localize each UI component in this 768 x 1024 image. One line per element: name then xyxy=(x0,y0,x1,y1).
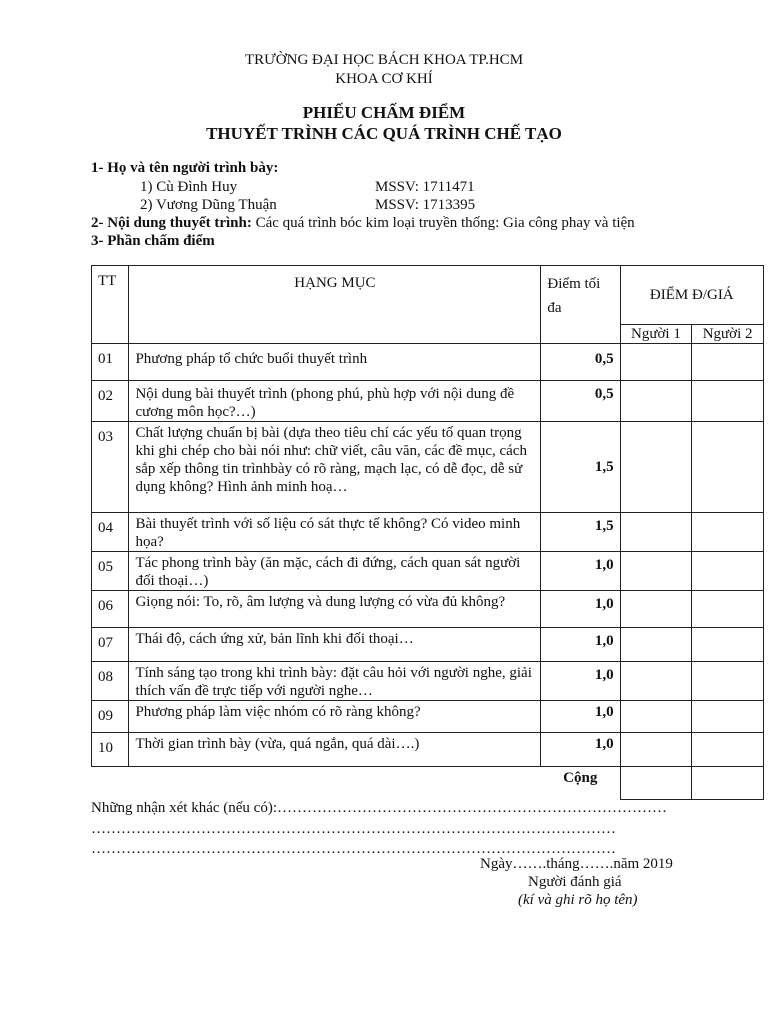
row-max: 1,5 xyxy=(541,513,620,552)
header-person-1: Người 1 xyxy=(620,325,692,344)
total-row xyxy=(92,767,764,800)
table-row xyxy=(92,381,764,422)
row-item: Thời gian trình bày (vừa, quá ngắn, quá dài….) xyxy=(129,733,541,767)
table-row xyxy=(92,344,764,381)
presenter-1-name: 1) Cù Đình Huy xyxy=(140,179,238,195)
row-tt: 08 xyxy=(92,662,129,701)
table-row xyxy=(92,628,764,662)
table-row xyxy=(92,591,764,628)
row-tt: 09 xyxy=(92,701,129,733)
header-score: ĐIỂM Đ/GIÁ xyxy=(620,266,763,325)
total-cell-1[interactable] xyxy=(620,767,692,800)
row-tt: 10 xyxy=(92,733,129,767)
form-title: PHIẾU CHẤM ĐIỂM xyxy=(302,103,466,122)
row-max: 1,0 xyxy=(541,628,620,662)
row-max: 1,0 xyxy=(541,733,620,767)
table-row xyxy=(92,733,764,767)
table-row xyxy=(92,662,764,701)
score-cell-2[interactable] xyxy=(692,381,764,422)
form-subtitle: THUYẾT TRÌNH CÁC QUÁ TRÌNH CHẾ TẠO xyxy=(206,124,562,143)
school-name: TRƯỜNG ĐẠI HỌC BÁCH KHOA TP.HCM xyxy=(244,52,524,68)
total-cell-2[interactable] xyxy=(692,767,764,800)
total-label: Cộng xyxy=(563,770,598,786)
comments-line-2[interactable]: …………………………………………………………………………………………… xyxy=(91,821,616,837)
score-cell-2[interactable] xyxy=(692,701,764,733)
score-cell-2[interactable] xyxy=(692,422,764,513)
score-cell-1[interactable] xyxy=(620,662,692,701)
header-person-2: Người 2 xyxy=(692,325,764,344)
comments-dots-1: …………………………………………………………………… xyxy=(276,800,667,816)
score-cell-1[interactable] xyxy=(620,628,692,662)
date-line: Ngày…….tháng…….năm 2019 xyxy=(480,856,673,872)
score-cell-1[interactable] xyxy=(620,552,692,591)
row-max: 1,0 xyxy=(541,591,620,628)
row-tt: 06 xyxy=(92,591,129,628)
table-row xyxy=(92,701,764,733)
row-max: 1,0 xyxy=(541,552,620,591)
row-max: 1,0 xyxy=(541,701,620,733)
table-row xyxy=(92,552,764,591)
row-tt: 01 xyxy=(92,344,129,381)
score-cell-1[interactable] xyxy=(620,701,692,733)
content-value: Các quá trình bóc kim loại truyền thống: Gia công phay và tiện xyxy=(255,215,635,231)
row-item: Phương pháp tổ chức buổi thuyết trình xyxy=(129,344,541,381)
score-cell-1[interactable] xyxy=(620,381,692,422)
header-item: HẠNG MỤC xyxy=(129,266,541,344)
score-cell-2[interactable] xyxy=(692,591,764,628)
row-max: 0,5 xyxy=(541,381,620,422)
row-max: 1,0 xyxy=(541,662,620,701)
row-item: Tác phong trình bày (ăn mặc, cách đi đứng, cách quan sát người đối thoại…) xyxy=(129,552,541,591)
score-cell-1[interactable] xyxy=(620,733,692,767)
content-label: 2- Nội dung thuyết trình: xyxy=(91,215,252,231)
comments-line-1[interactable] xyxy=(91,800,667,817)
row-item: Giọng nói: To, rõ, âm lượng và dung lượng có vừa đủ không? xyxy=(129,591,541,628)
header-max: Điểm tối đa xyxy=(541,266,620,344)
score-cell-1[interactable] xyxy=(620,344,692,381)
row-item: Phương pháp làm việc nhóm có rõ ràng không? xyxy=(129,701,541,733)
signature-note: (kí và ghi rõ họ tên) xyxy=(518,892,638,908)
table-row xyxy=(92,513,764,552)
faculty-name: KHOA CƠ KHÍ xyxy=(335,71,433,87)
row-item: Chất lượng chuẩn bị bài (dựa theo tiêu chí các yếu tố quan trọng khi ghi chép cho bài nói như: chữ viết, câu văn, các đề mục, cách sắp xếp thông tin trìnhbày có rõ ràng, mạch lạc, có dễ đọc, dễ sử dụng không? Hình ảnh minh hoạ… xyxy=(129,422,541,513)
header-tt: TT xyxy=(92,266,129,344)
row-tt: 04 xyxy=(92,513,129,552)
score-cell-2[interactable] xyxy=(692,513,764,552)
score-cell-2[interactable] xyxy=(692,344,764,381)
row-item: Thái độ, cách ứng xử, bản lĩnh khi đối thoại… xyxy=(129,628,541,662)
row-tt: 03 xyxy=(92,422,129,513)
presenter-2-id: MSSV: 1713395 xyxy=(375,197,476,213)
score-cell-2[interactable] xyxy=(692,628,764,662)
row-item: Tính sáng tạo trong khi trình bày: đặt câu hỏi với người nghe, giải thích vấn đề trực tiếp với người nghe… xyxy=(129,662,541,701)
score-table xyxy=(91,265,764,800)
content-row xyxy=(91,215,635,232)
score-cell-1[interactable] xyxy=(620,422,692,513)
score-cell-1[interactable] xyxy=(620,513,692,552)
row-item: Bài thuyết trình với số liệu có sát thực tế không? Có video minh họa? xyxy=(129,513,541,552)
row-tt: 02 xyxy=(92,381,129,422)
score-cell-2[interactable] xyxy=(692,662,764,701)
scoring-label: 3- Phần chấm điểm xyxy=(91,233,215,249)
presenter-2-name: 2) Vương Dũng Thuận xyxy=(140,197,277,213)
presenters-label: 1- Họ và tên người trình bày: xyxy=(91,160,279,176)
score-cell-1[interactable] xyxy=(620,591,692,628)
comments-label: Những nhận xét khác (nếu có): xyxy=(91,800,277,816)
score-cell-2[interactable] xyxy=(692,733,764,767)
comments-line-3[interactable]: …………………………………………………………………………………………… xyxy=(91,841,616,857)
evaluator-label: Người đánh giá xyxy=(528,874,622,890)
row-tt: 05 xyxy=(92,552,129,591)
presenter-1-id: MSSV: 1711471 xyxy=(375,179,475,195)
row-tt: 07 xyxy=(92,628,129,662)
score-cell-2[interactable] xyxy=(692,552,764,591)
table-row xyxy=(92,422,764,513)
row-max: 1,5 xyxy=(541,422,620,513)
row-max: 0,5 xyxy=(541,344,620,381)
row-item: Nội dung bài thuyết trình (phong phú, phù hợp với nội dung đề cương môn học?…) xyxy=(129,381,541,422)
